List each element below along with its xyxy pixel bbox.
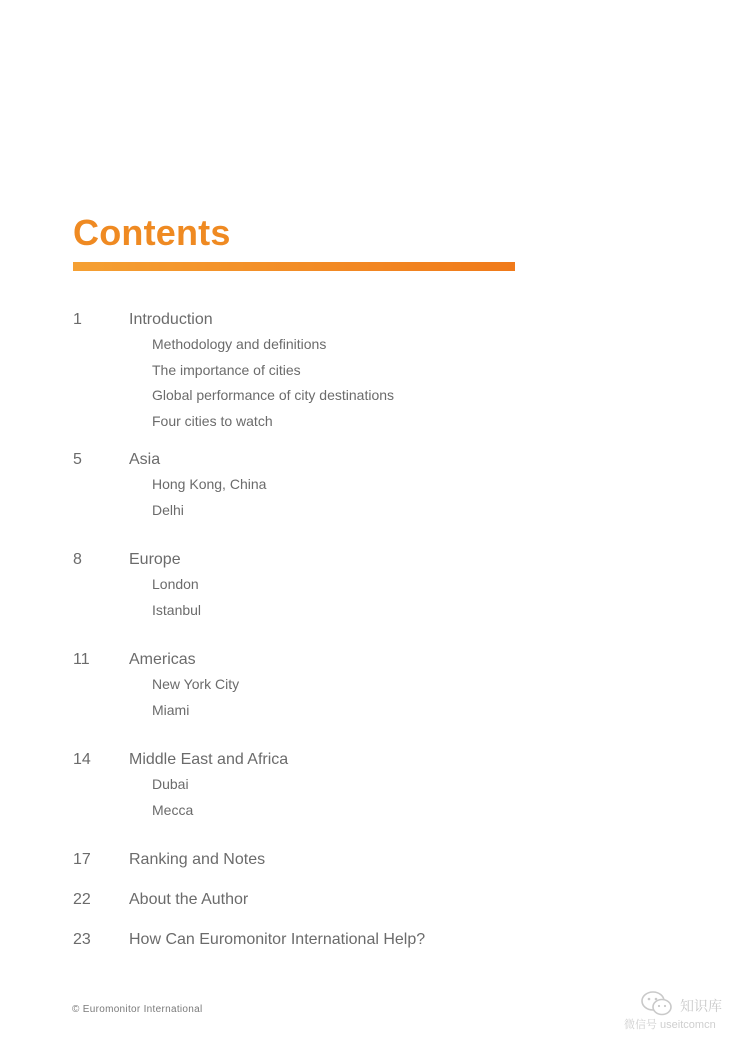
toc-heading: Ranking and Notes <box>129 851 266 868</box>
toc-heading: How Can Euromonitor International Help? <box>129 931 426 948</box>
toc-heading: Asia <box>129 451 161 468</box>
toc-subheading[interactable]: Miami <box>152 701 190 718</box>
toc-heading: Europe <box>129 551 181 568</box>
toc-heading: Introduction <box>129 311 213 328</box>
watermark-name: 知识库 <box>680 998 722 1014</box>
toc-page-number: 5 <box>73 451 82 468</box>
wechat-icon <box>640 990 674 1018</box>
toc-page-number: 14 <box>73 751 91 768</box>
toc-subheading[interactable]: Global performance of city destinations <box>152 387 395 403</box>
title-underline <box>73 262 515 271</box>
toc-subheading[interactable]: Four cities to watch <box>152 412 273 429</box>
toc-subheading[interactable]: The importance of cities <box>152 361 301 378</box>
page-title: Contents <box>73 212 231 253</box>
toc-page-number: 22 <box>73 891 91 908</box>
toc-subheading[interactable]: Delhi <box>152 501 184 518</box>
toc-page-number: 17 <box>73 851 91 868</box>
toc-subheading[interactable]: New York City <box>152 676 240 692</box>
toc-heading: Americas <box>129 651 196 668</box>
toc-heading: Middle East and Africa <box>129 751 289 768</box>
toc-page-number: 8 <box>73 551 82 568</box>
toc-subheading[interactable]: Mecca <box>152 801 194 818</box>
footer-copyright: © Euromonitor International <box>72 1004 203 1015</box>
toc-page-number: 1 <box>73 311 82 328</box>
toc-page-number: 23 <box>73 931 91 948</box>
toc-subheading[interactable]: Methodology and definitions <box>152 336 327 352</box>
toc-page-number: 11 <box>73 651 90 668</box>
toc-subheading[interactable]: Hong Kong, China <box>152 476 267 492</box>
toc-subheading[interactable]: Dubai <box>152 776 189 792</box>
toc-subheading[interactable]: London <box>152 576 199 592</box>
toc-heading: About the Author <box>129 891 249 908</box>
watermark <box>624 988 734 1034</box>
toc-subheading[interactable]: Istanbul <box>152 601 202 618</box>
watermark-id: 微信号 useitcomcn <box>624 1019 716 1031</box>
